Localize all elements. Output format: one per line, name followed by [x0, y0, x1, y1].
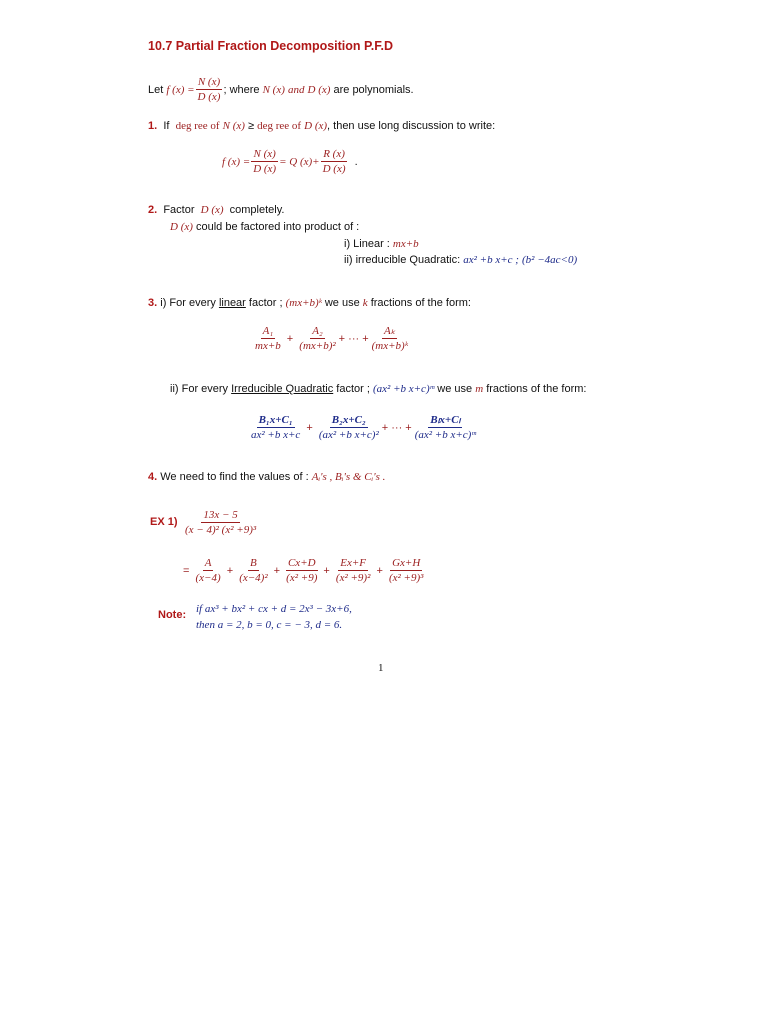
step-2-line: 2. Factor D (x) completely. — [148, 204, 285, 216]
let-label: Let — [148, 83, 164, 96]
step-2-number: 2. — [148, 204, 158, 216]
note-label: Note: — [158, 609, 187, 621]
fx-expr: f (x) = — [166, 83, 195, 96]
step-4-number: 4. — [148, 471, 158, 483]
definition-line: Let f (x) = $\frac{N (x)}{D (x)}$ ; where N (x) and D (x) are polynomials. — [148, 76, 414, 103]
step-1-line: 1. If deg ree of N (x) ≥ deg ree of D (x) , then use long discussion to write: — [148, 120, 496, 132]
note-line-1: if ax³ + bx² + cx + d = 2x³ − 3x+6, — [196, 603, 352, 615]
page-number: 1 — [378, 662, 384, 674]
example-1-label: EX 1) — [150, 516, 178, 528]
linear-case: i) Linear : mx+b — [344, 238, 419, 250]
note-line-2: then a = 2, b = 0, c = − 3, d = 6. — [196, 619, 343, 631]
step-3-number: 3. — [148, 297, 158, 309]
step-2-sub: D (x) could be factored into product of : — [170, 221, 360, 233]
quadratic-case: ii) irreducible Quadratic: ax² +b x+c ; (b² −4ac<0) — [344, 254, 578, 266]
step-1-number: 1. — [148, 120, 158, 132]
n-over-d-fraction: $\frac{N (x)}{D (x)}$ — [197, 76, 221, 103]
step-3-linear-line: 3. i) For every linear factor ; (mx+b)ᵏ we use k fractions of the form: — [148, 297, 471, 309]
step-4-line: 4. We need to find the values of : Aᵢ's , Bᵢ's & Cᵢ's . — [148, 471, 386, 483]
step-3-quadratic-line: ii) For every Irreducible Quadratic factor ; (ax² +b x+c)ᵐ we use m fractions of the form: — [170, 383, 587, 395]
quadratic-fractions: $\frac{\text{B₁x+C₁}}{\text{ax² +b x+c}}$ + $\frac{\text{B₂x+C₂}}{\text{(ax² +b x+c)²}}$ + ··· + $\frac{\text{Bₗx+Cₗ}}{\text{(ax² +b x+c)ᵐ}}$ — [251, 414, 476, 441]
long-division-formula: f (x) = $\frac{N (x)}{D (x)}$ = Q (x)+ $\frac{R (x)}{D (x)}$ . — [222, 148, 358, 175]
example-1-expression: $\frac{13x - 5}{\text{(x − 4)² (x² +9)³}}$ — [185, 509, 257, 536]
page-title: 10.7 Partial Fraction Decomposition P.F.D — [148, 39, 393, 53]
linear-fractions: $\frac{\text{A₁}}{mx+b}$ + $\frac{\text{A₂}}{\text{(mx+b)²}}$ + ··· + $\frac{\text{Aₖ}}{\text{(mx+b)ᵏ}}$ — [255, 325, 408, 352]
example-1-decomposition: = $\frac{A}{(x-4)}$ + $\frac{B}{\text{(x−4)²}}$ + $\frac{Cx+D}{\text{(x² +9)}}$ + $\frac{Ex+F}{\text{(x² +9)²}}$ + $\frac{Gx+H}{\text{(x² +9)³}}$ — [183, 557, 424, 584]
